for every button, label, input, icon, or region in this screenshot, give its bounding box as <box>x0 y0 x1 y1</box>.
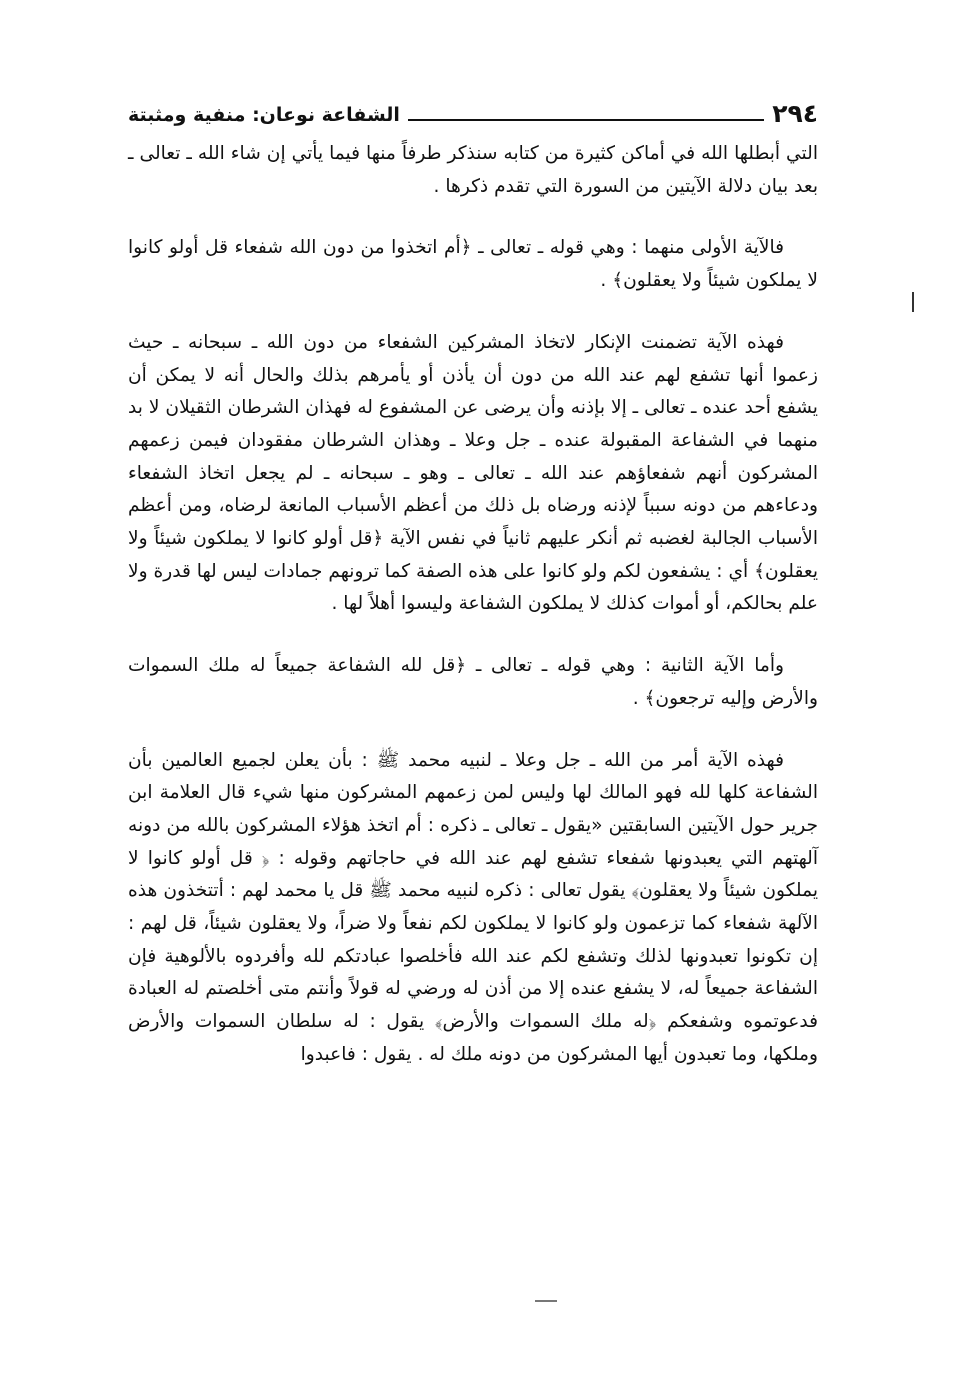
paragraph-continuation: التي أبطلها الله في أماكن كثيرة من كتابه سنذكر طرفاً منها فيما يأتي إن شاء الله ـ تعالى ـ بعد بيان دلالة الآيتين من السورة التي تقدم ذكرها . <box>128 143 818 197</box>
paragraph-second-verse-commentary: فهذه الآية أمر من الله ـ جل وعلا ـ لنبيه محمد ﷺ : بأن يعلن لجميع العالمين بأن الشفاعة كلها لله فهو المالك لها وليس لمن زعمهم المشركون منها شيء قال العلامة ابن جرير حول الآيتين السابقتين «يقول ـ تعالى ـ ذكره : أم اتخذ هؤلاء المشركون بالله من دونه آلهتهم التي يعبدونها شفعاء تشفع لهم عند الله في حاجاتهم وقوله : ﴿ قل أولو كانوا لا يملكون شيئاً ولا يعقلون﴾ يقول تعالى : ذكره لنبيه محمد ﷺ قل يا محمد لهم : أتتخذون هذه الآلهة شفعاء كما تزعمون ولو كانوا لا يملكون لكم نفعاً ولا ضراً، ولا يعقلون شيئاً، قل لهم : إن تكونوا تعبدونها لذلك وتشفع لكم عند الله فأخلصوا عبادتكم لله وأفردوه بالألوهية فإن الشفاعة جميعاً له، لا يشفع عنده إلا من أذن له ورضي له قولاً وأنتم متى أخلصتم له العبادة فدعوتموه وشفعكم ﴿له ملك السموات والأرض﴾ يقول : له سلطان السموات والأرض وملكها، وما تعبدون أيها المشركون من دونه ملك له . يقول : فاعبدوا <box>128 749 818 1065</box>
chapter-title: الشفاعة نوعان: منفية ومثبتة <box>128 104 400 126</box>
header-rule <box>408 119 764 121</box>
margin-mark <box>912 292 914 312</box>
page-number: ٢٩٤ <box>772 99 818 128</box>
book-page <box>128 92 818 1072</box>
paragraph-second-verse: وأما الآية الثانية : وهي قوله ـ تعالى ـ ﴿قل لله الشفاعة جميعاً له ملك السموات والأرض وإليه ترجعون﴾ . <box>128 655 818 709</box>
paragraph-first-verse: فالآية الأولى منهما : وهي قوله ـ تعالى ـ ﴿أم اتخذوا من دون الله شفعاء قل أولو كانوا لا يملكون شيئاً ولا يعقلون﴾ . <box>128 237 818 292</box>
footer-mark <box>535 1300 557 1302</box>
paragraph-first-verse-commentary: فهذه الآية تضمنت الإنكار لاتخاذ المشركين الشفعاء من دون الله ـ سبحانه ـ حيث زعموا أنها تشفع لهم عند الله من دون أن يأذن أو يأمرهم بذلك والحال أنه لا يمكن أن يشفع أحد عنده ـ تعالى ـ إلا بإذنه وأن يرضى عن المشفوع له فهذان الشرطان الثقيلان لا بد منهما في الشفاعة المقبولة عنده ـ جل وعلا ـ وهذان الشرطان مفقودان فيمن زعمهم المشركون أنهم شفعاؤهم عند الله ـ تعالى ـ وهو ـ سبحانه ـ لم يجعل اتخاذ الشفعاء ودعاءهم من دونه سبباً لإذنه ورضاه بل ذلك من أعظم الأسباب المانعة لرضاه، ومن أعظم الأسباب الجالبة لغضبه ثم أنكر عليهم ثانياً في نفس الآية ﴿قل أولو كانوا لا يملكون شيئاً ولا يعقلون﴾ أي : يشفعون لكم ولو كانوا على هذه الصفة كما ترونهم جمادات ليس لها قدرة ولا علم بحالكم، أو أموات كذلك لا يملكون الشفاعة وليسوا أهلاً لها . <box>128 331 818 615</box>
running-header <box>128 92 818 128</box>
